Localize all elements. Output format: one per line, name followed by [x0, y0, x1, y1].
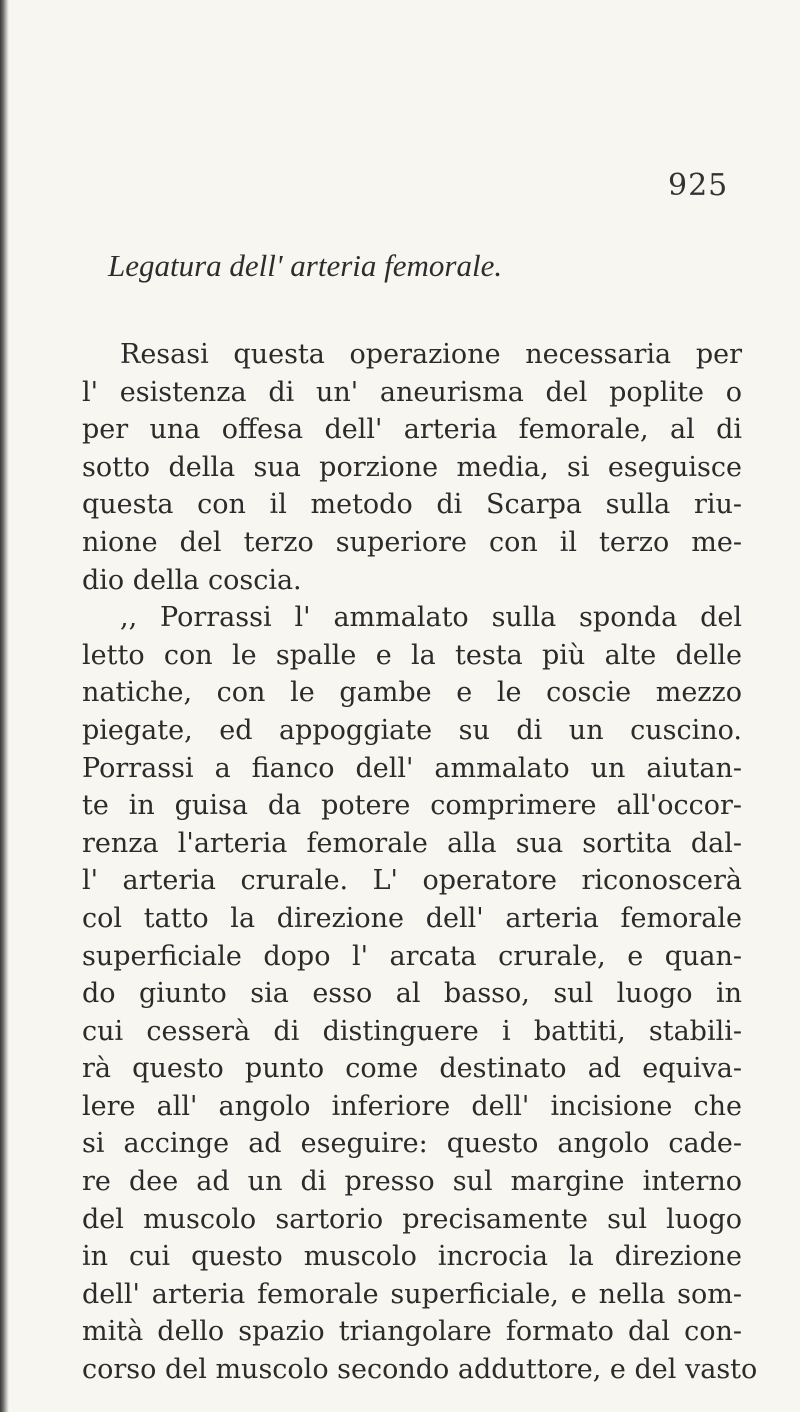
text-line: te in guisa da potere comprimere all'occor- [82, 790, 742, 822]
text-line: questa con il metodo di Scarpa sulla riu- [82, 489, 742, 521]
text-line: del muscolo sartorio precisamente sul luogo [82, 1203, 742, 1235]
text-line: nione del terzo superiore con il terzo me- [82, 526, 742, 558]
section-title: Legatura dell' arteria femorale. [108, 248, 503, 283]
text-line: in cui questo muscolo incrocia la direzione [82, 1241, 742, 1273]
page-number: 925 [668, 168, 729, 203]
text-line: corso del muscolo secondo adduttore, e del vasto [82, 1354, 758, 1386]
body-text [82, 336, 758, 1389]
text-line: mità dello spazio triangolare formato dal con- [82, 1316, 742, 1348]
text-line: l' esistenza di un' aneurisma del poplite o [82, 376, 742, 408]
text-line: ,, Porrassi l' ammalato sulla sponda del [120, 602, 742, 634]
text-line: letto con le spalle e la testa più alte delle [82, 639, 742, 671]
text-line: Porrassi a fianco dell' ammalato un aiutan- [82, 752, 742, 784]
text-line: cui cesserà di distinguere i battiti, stabili- [82, 1015, 742, 1047]
text-line: Resasi questa operazione necessaria per [120, 339, 742, 370]
text-line: dio della coscia. [82, 564, 302, 596]
text-line: col tatto la direzione dell' arteria femorale [82, 902, 742, 934]
text-line: do giunto sia esso al basso, sul luogo in [82, 978, 742, 1010]
text-line: per una offesa dell' arteria femorale, al di [82, 414, 742, 446]
text-line: sotto della sua porzione media, si eseguisce [82, 451, 742, 483]
text-line: si accinge ad eseguire: questo angolo cade- [82, 1128, 742, 1160]
text-line: superficiale dopo l' arcata crurale, e quan- [82, 940, 742, 972]
text-line: renza l'arteria femorale alla sua sortita dal- [82, 827, 742, 859]
text-line: lere all' angolo inferiore dell' incisione che [82, 1090, 742, 1122]
text-line: piegate, ed appoggiate su di un cuscino. [82, 714, 742, 746]
text-line: natiche, con le gambe e le coscie mezzo [82, 677, 742, 709]
text-line: dell' arteria femorale superficiale, e nella som- [82, 1278, 742, 1310]
page-binding-edge [0, 0, 9, 1412]
text-line: rà questo punto come destinato ad equiva- [82, 1053, 742, 1085]
text-line: l' arteria crurale. L' operatore riconoscerà [82, 865, 742, 897]
text-line: re dee ad un di presso sul margine interno [82, 1166, 742, 1198]
